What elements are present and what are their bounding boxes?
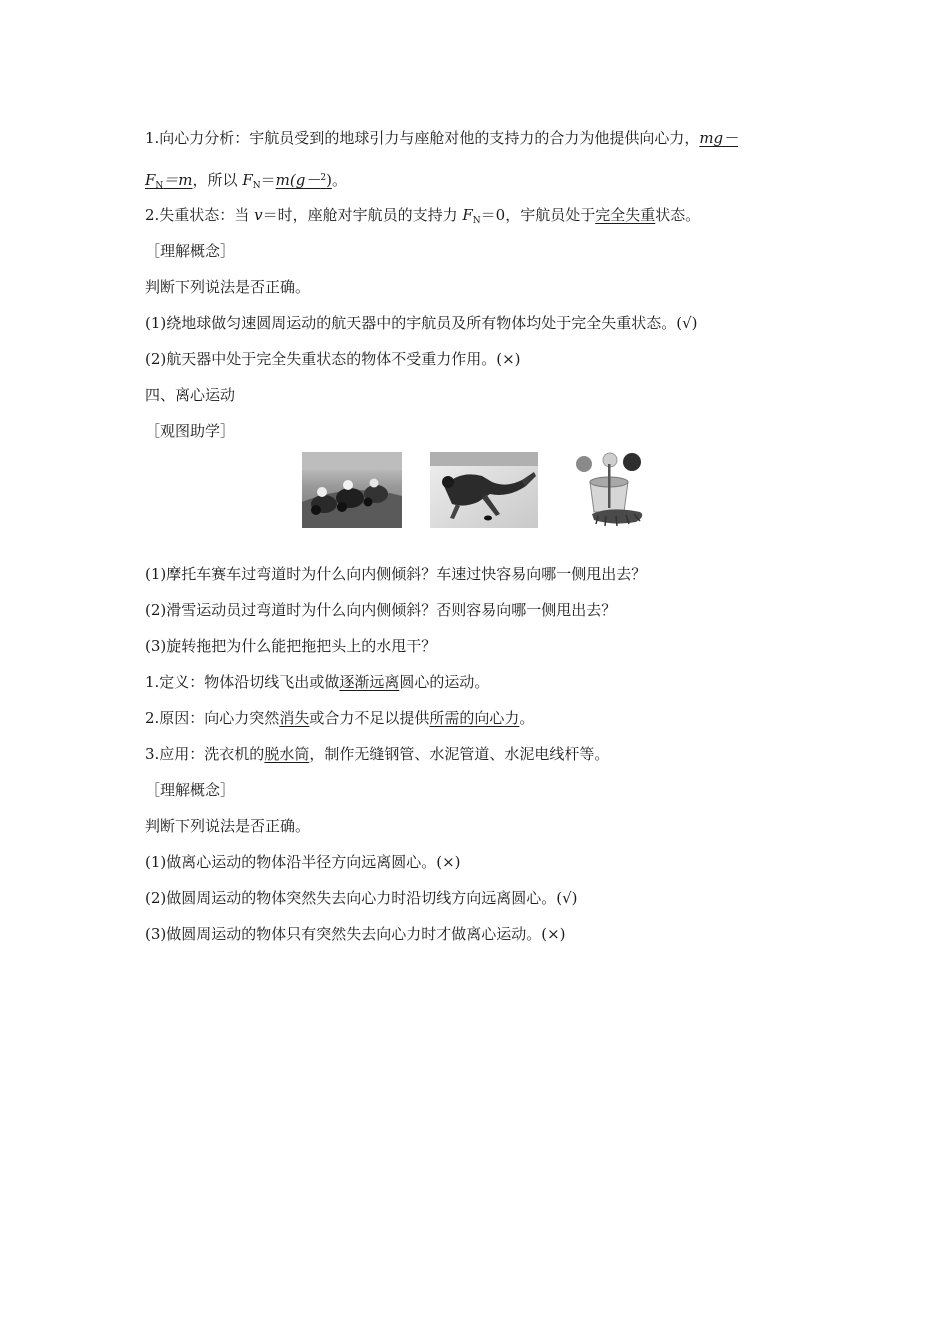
judgement-item: (3)做圆周运动的物体只有突然失去向心力时才做离心运动。(×) xyxy=(145,925,566,943)
section-label-figures: ［观图助学］ xyxy=(145,422,236,440)
paragraph-centripetal-analysis: 1.向心力分析：宇航员受到的地球引力与座舱对他的支持力的合力为他提供向心力，mg－ xyxy=(145,129,739,147)
definition-line: 1.定义：物体沿切线飞出或做逐渐远离圆心的运动。 xyxy=(145,673,490,691)
section-label-understand: ［理解概念］ xyxy=(145,781,236,799)
instruction-line: 判断下列说法是否正确。 xyxy=(145,817,311,835)
judgement-item: (2)航天器中处于完全失重状态的物体不受重力作用。(×) xyxy=(145,350,521,368)
formula-fn-eq-m: $F_N=m$ xyxy=(145,171,193,191)
formula-mg: mg－ xyxy=(699,129,739,147)
motorcycle-racing-image xyxy=(302,452,402,528)
question-item: (3)旋转拖把为什么能把拖把头上的水甩干？ xyxy=(145,637,437,655)
application-line: 3.应用：洗衣机的脱水筒，制作无缝钢管、水泥管道、水泥电线杆等。 xyxy=(145,745,610,763)
section-heading: 四、离心运动 xyxy=(145,386,236,404)
judgement-item: (1)绕地球做匀速圆周运动的航天器中的宇航员及所有物体均处于完全失重状态。(√) xyxy=(145,314,698,332)
question-item: (1)摩托车赛车过弯道时为什么向内侧倾斜？车速过快容易向哪一侧甩出去？ xyxy=(145,565,647,583)
reason-line: 2.原因：向心力突然消失或合力不足以提供所需的向心力。 xyxy=(145,709,535,727)
speed-skater-image xyxy=(430,452,538,528)
question-item: (2)滑雪运动员过弯道时为什么向内侧倾斜？否则容易向哪一侧甩出去？ xyxy=(145,601,617,619)
section-label-understand: ［理解概念］ xyxy=(145,242,236,260)
spin-mop-image xyxy=(570,452,650,528)
formula-m-g: m(g－$^2$) xyxy=(275,171,332,189)
instruction-line: 判断下列说法是否正确。 xyxy=(145,278,311,296)
judgement-item: (2)做圆周运动的物体突然失去向心力时沿切线方向远离圆心。(√) xyxy=(145,889,578,907)
formula-line: $F_N=m$，所以 $F_N=m(g-^2)$。 xyxy=(145,171,347,191)
paragraph-weightlessness: 2.失重状态：当 v＝时，座舱对宇航员的支持力 $F_N=0$，宇航员处于完全失重状态。 xyxy=(145,206,701,226)
judgement-item: (1)做离心运动的物体沿半径方向远离圆心。(×) xyxy=(145,853,461,871)
